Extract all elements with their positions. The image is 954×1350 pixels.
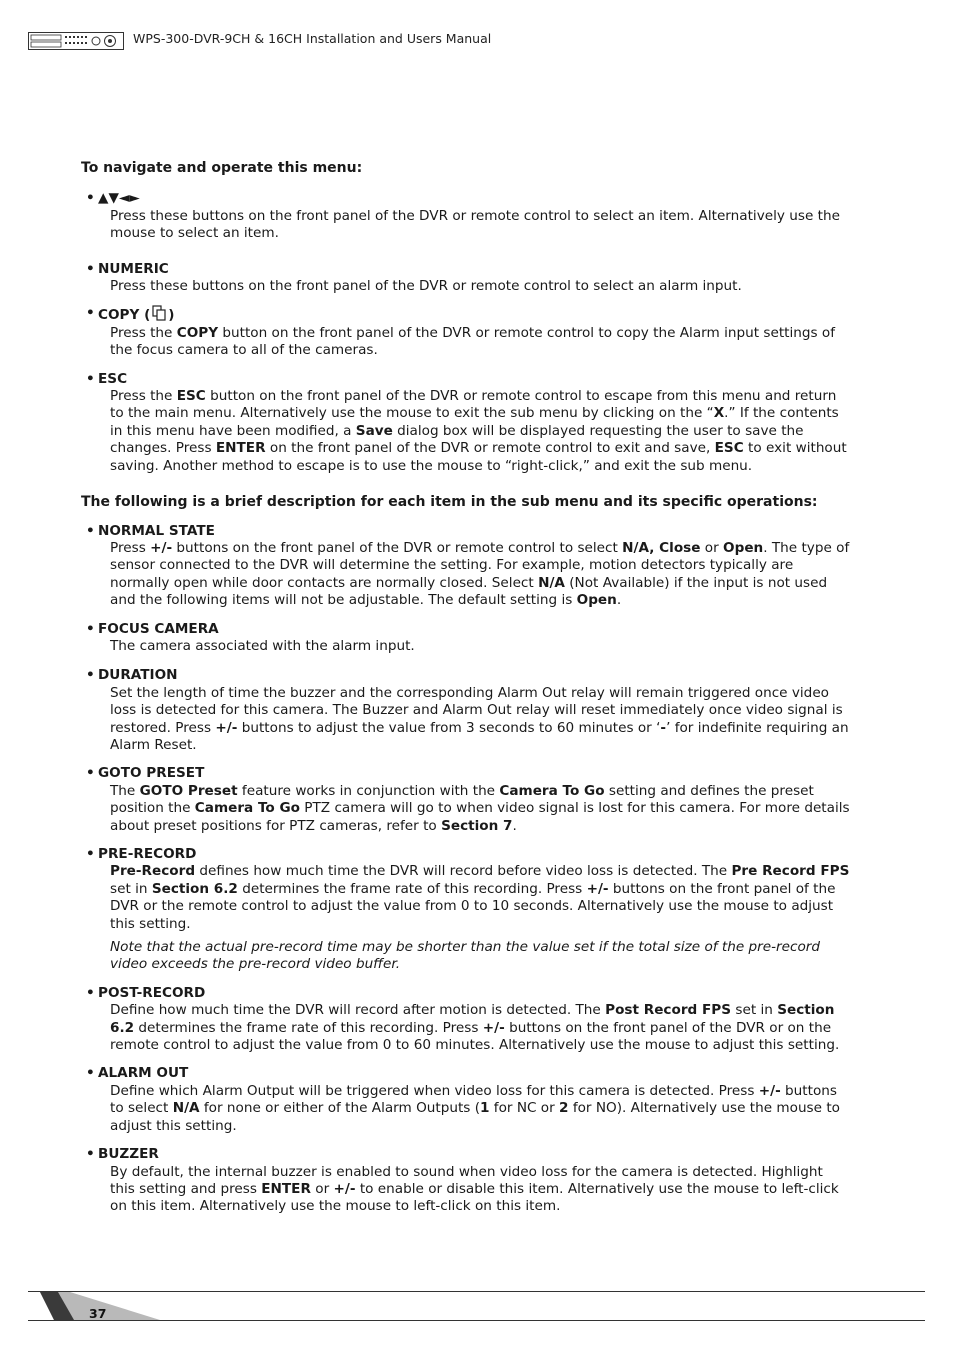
bullet-icon: • [86, 1146, 95, 1163]
item-title: ALARM OUT [98, 1065, 189, 1082]
item-post-record [86, 984, 851, 1055]
item-alarm-out [86, 1065, 851, 1135]
dvr-device-icon [28, 32, 124, 50]
page-number: 37 [89, 1306, 107, 1321]
item-normal-state [86, 522, 851, 610]
manual-title: WPS-300-DVR-9CH & 16CH Installation and Users Manual [133, 31, 492, 46]
item-title: NORMAL STATE [98, 522, 215, 539]
bullet-icon: • [86, 620, 95, 637]
item-title: PRE-RECORD [98, 846, 197, 862]
item-buzzer [86, 1146, 851, 1216]
bullet-icon: • [86, 984, 95, 1001]
bullet-icon: • [86, 190, 95, 207]
bullet-icon: • [86, 667, 95, 684]
bullet-icon: • [86, 522, 95, 539]
item-title: ESC [98, 370, 128, 387]
item-duration [86, 667, 851, 754]
page-content [81, 160, 851, 1216]
item-focus-camera [86, 620, 851, 656]
item-description: The camera associated with the alarm input. [110, 637, 415, 654]
item-description: Press these buttons on the front panel of the DVR or remote control to select an item. Alternatively use the mouse to select an item. [110, 207, 840, 242]
bullet-icon: • [86, 846, 95, 862]
item-title: COPY ( [98, 307, 151, 324]
item-description: Press the ESC button on the front panel of the DVR or remote control to escape from this menu and return to the main menu. Alternatively use the mouse to exit the sub menu by clicking on the “X.” If the contents in this menu have been modified, a Save dialog box will be displayed requesting the user to save the changes. Press ENTER on the front panel of the DVR or remote control to exit and save, ESC to exit without saving. Another method to escape is to use the mouse to “right-click,” and exit the sub menu. [110, 388, 847, 474]
item-pre-record [86, 846, 851, 974]
bullet-icon: • [86, 1065, 95, 1082]
footer-rule-top [28, 1291, 925, 1292]
item-title: NUMERIC [98, 260, 169, 277]
item-description: Press the COPY button on the front panel of the DVR or remote control to copy the Alarm input settings of the focus camera to all of the cameras. [110, 324, 836, 359]
nav-item-copy: • COPY ( ) Press the COPY button on the front panel of the DVR or remote control to copy the Alarm input settings of the focus camera to all of the cameras. [98, 305, 851, 359]
item-title: POST-RECORD [98, 984, 206, 1001]
item-description: Pre-Record defines how much time the DVR will record before video loss is detected. The Pre Record FPS set in Section 6.2 determines the frame rate of this recording. Press +/- buttons on the front panel of the DVR or the remote control to adjust the value from 0 to 10 seconds. Alternatively use the mouse to adjust this setting. [110, 863, 850, 932]
item-description: Define how much time the DVR will record after motion is detected. The Post Record FPS set in Section 6.2 determines the frame rate of this recording. Press +/- buttons on the front panel of the DVR or on the remote control to adjust the value from 0 to 60 minutes. Alternatively use the mouse to adjust this setting. [110, 1002, 840, 1054]
item-title: FOCUS CAMERA [98, 620, 219, 637]
bullet-icon: • [86, 370, 95, 387]
arrow-keys-label: ▲▼◄► [98, 190, 140, 207]
copy-icon [152, 305, 167, 321]
item-title: GOTO PRESET [98, 765, 205, 782]
item-description: Press these buttons on the front panel of the DVR or remote control to select an alarm input. [110, 278, 742, 295]
bullet-icon: • [86, 765, 95, 782]
bullet-icon: • [86, 260, 95, 277]
description-heading: The following is a brief description for each item in the sub menu and its specific operations: [81, 494, 818, 511]
bullet-icon: • [86, 305, 95, 322]
item-description: The GOTO Preset feature works in conjunction with the Camera To Go setting and defines the preset position the Camera To Go PTZ camera will go to when video signal is lost for this camera. For more details about preset positions for PTZ cameras, refer to Section 7. [110, 782, 850, 834]
item-description: Press +/- buttons on the front panel of the DVR or remote control to select N/A, Close or Open. The type of sensor connected to the DVR will determine the setting. For example, motion detectors typically are normally open while door contacts are normally closed. Select N/A (Not Available) if the input is not used and the following items will not be adjustable. The default setting is Open. [110, 539, 850, 609]
item-title: BUZZER [98, 1146, 159, 1163]
pre-record-note: Note that the actual pre-record time may be shorter than the value set if the total size of the pre-record video exceeds the pre-record video buffer. [110, 939, 820, 973]
item-goto-preset [86, 765, 851, 835]
page-header [28, 28, 928, 52]
item-description: By default, the internal buzzer is enabled to sound when video loss for the camera is detected. Highlight this setting and press ENTER or +/- to enable or disable this item. Alternatively use the mouse to left-click on this item. Alternatively use the mouse to left-click on this item. [110, 1163, 839, 1215]
navigate-heading: To navigate and operate this menu: [81, 160, 363, 176]
nav-item-esc [86, 370, 851, 475]
item-description: Define which Alarm Output will be triggered when video loss for this camera is detected. Press +/- buttons to select N/A for none or either of the Alarm Outputs (1 for NC or 2 for NO). Alternatively use the mouse to adjust this setting. [110, 1082, 840, 1134]
nav-item-numeric [86, 260, 851, 296]
footer-rule-bottom [28, 1320, 925, 1321]
nav-item-arrows [86, 190, 851, 242]
item-title: DURATION [98, 667, 178, 684]
item-description: Set the length of time the buzzer and the corresponding Alarm Out relay will remain triggered once video loss is detected for this camera. The Buzzer and Alarm Out relay will reset immediately once video signal is restored. Press +/- buttons to adjust the value from 3 seconds to 60 minutes or ‘-’ for indefinite requiring an Alarm Reset. [110, 684, 849, 753]
